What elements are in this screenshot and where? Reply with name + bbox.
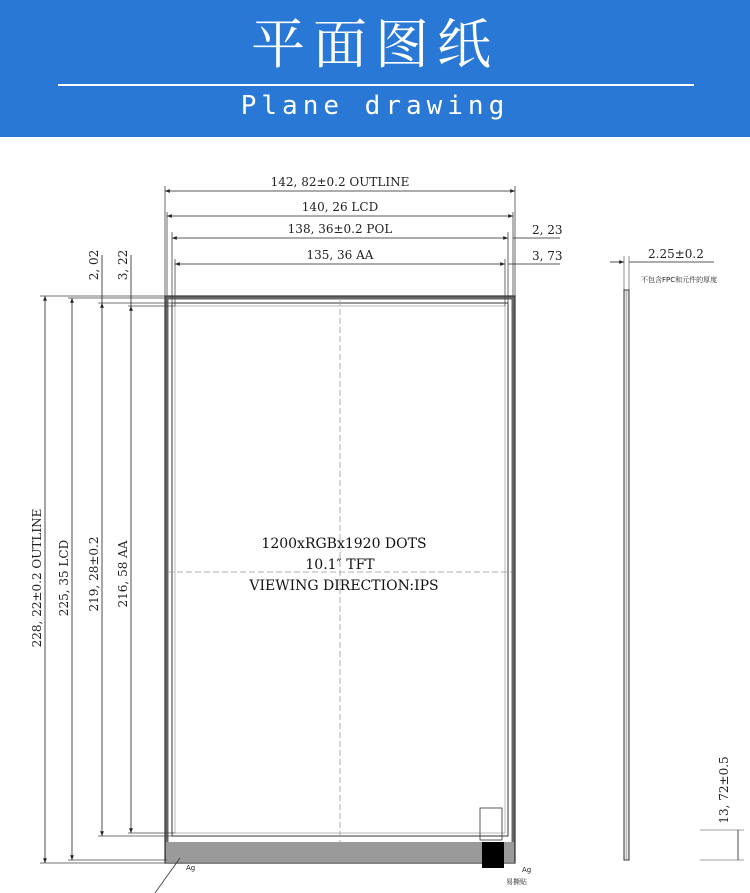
right-gap-2-label: 3, 73	[532, 249, 563, 263]
size-text: 10.1″ TFT	[305, 557, 375, 573]
banner-title: 平面图纸	[251, 13, 499, 76]
top-gap-1-label: 2, 02	[87, 249, 101, 281]
thickness-note: 不包含FPC和元件的厚度	[641, 276, 718, 284]
connector-outline	[480, 808, 502, 840]
top-gap-2-label: 3, 22	[116, 249, 130, 281]
viewing-text: VIEWING DIRECTION:IPS	[249, 578, 439, 594]
ag-right-label: Ag	[522, 866, 532, 874]
thickness-label: 2.25±0.2	[648, 247, 704, 261]
banner-subtitle: Plane drawing	[240, 91, 510, 121]
pol-width-label: 138, 36±0.2 POL	[287, 222, 393, 236]
extension-lines	[40, 186, 515, 863]
outline-height-label: 228, 22±0.2 OUTLINE	[30, 508, 44, 648]
resolution-text: 1200xRGBx1920 DOTS	[261, 536, 427, 552]
lcd-height-label: 225, 35 LCD	[57, 539, 71, 617]
aa-width-label: 135, 36 AA	[306, 248, 374, 262]
aa-height-label: 216, 58 AA	[116, 540, 130, 608]
side-height-label: 13, 72±0.5	[717, 756, 731, 824]
ag-left-label: Ag	[186, 864, 196, 872]
tape-label: 易撕贴	[506, 878, 527, 886]
tape-block	[482, 842, 504, 868]
right-gap-1-label: 2, 23	[532, 223, 563, 237]
pol-height-label: 219, 28±0.2	[87, 536, 101, 612]
lcd-width-label: 140, 26 LCD	[301, 200, 379, 214]
outline-width-label: 142, 82±0.2 OUTLINE	[270, 175, 410, 189]
